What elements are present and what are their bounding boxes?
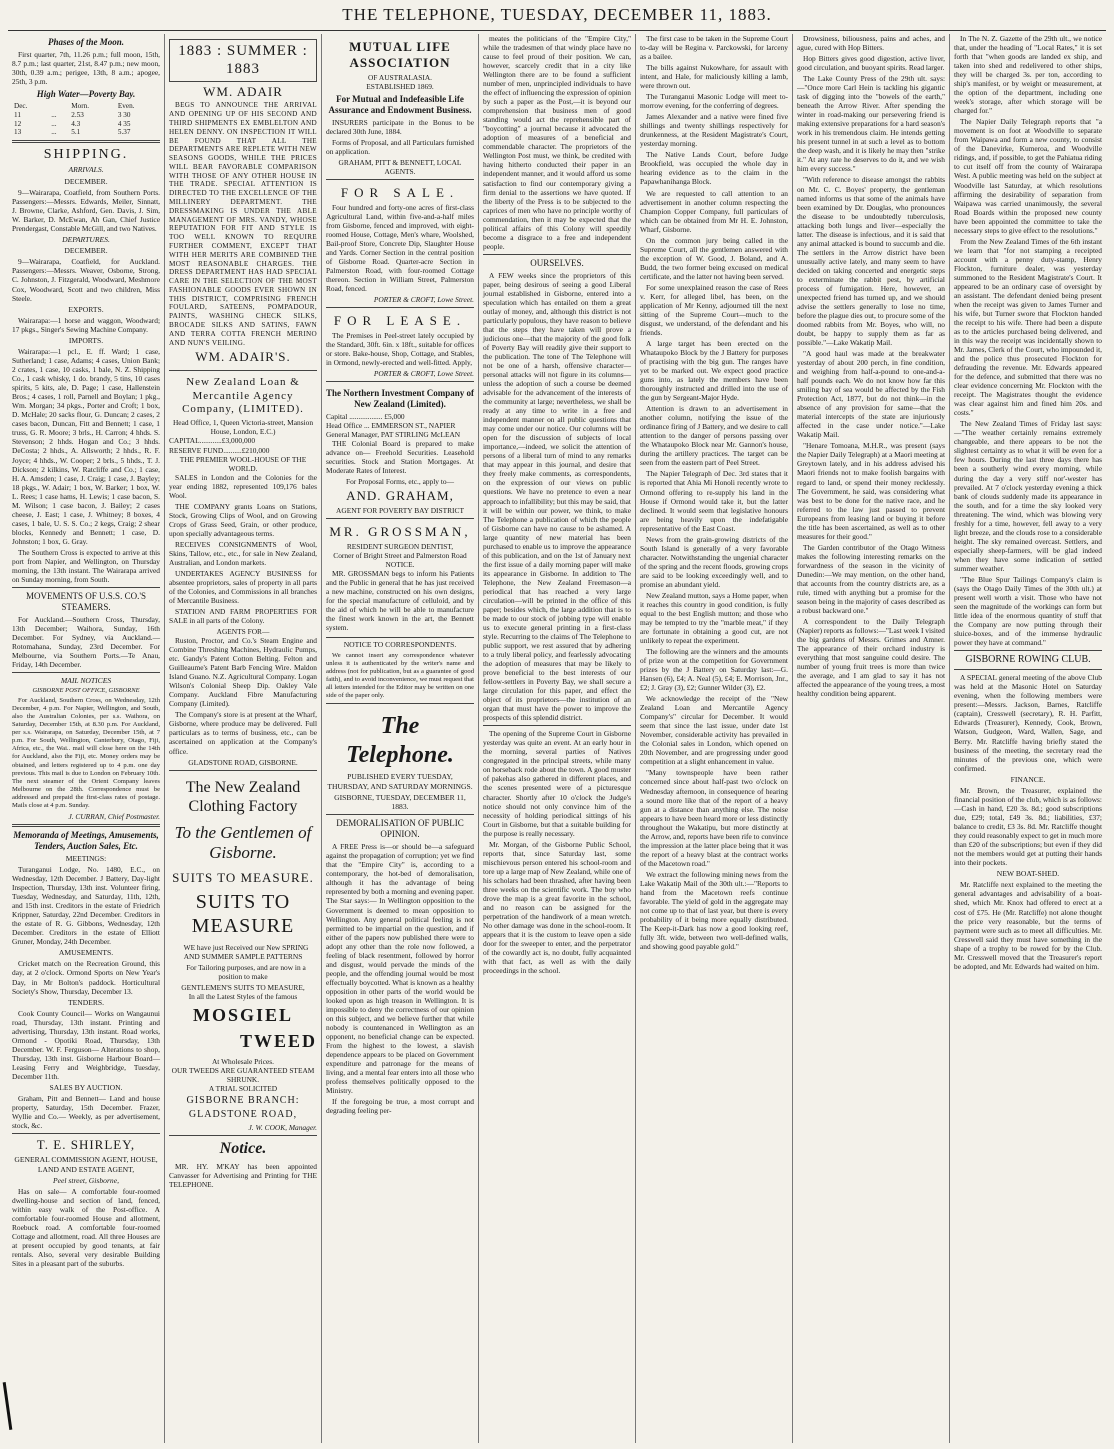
- news-item: Hop Bitters gives good digestion, active liver, good circulation, and buoyant spirits. Read larger.: [797, 54, 945, 73]
- news-item: "Henare Tomoana, M.H.R., was present (says the Napier Daily Telegraph) at a Maori meeting at Greytown lately, and in his address advised his Maori friends not to make foolish bargains with regard to land, or spend their money recklessly. The Government, he said, was considering what was best to be done for the native race, and he referred to the law just passed to prevent Europeans from leasing land or buying it before the title has been ascertained, as well as to other measures for their good.": [797, 441, 945, 541]
- usscos-heading: MOVEMENTS OF U.S.S. CO.'S STEAMERS.: [26, 590, 146, 612]
- demoralisation-heading: DEMORALISATION OF PUBLIC OPINION.: [336, 818, 464, 840]
- lease-text: The Premises in Peel-street lately occupied by the Standard, 30ft. 6in. x 18ft., suitable for offices or store. Bake-house, Shop, Cottage, and Stables, in Ormond, newly-erected and well-fitted. Apply,: [326, 330, 474, 368]
- divider: [483, 254, 631, 255]
- amusements-text: Cricket match on the Recreation Ground, this day, at 2 o'clock. Ormond Sports on New Year's Day, in Mr Bolton's paddock. Horticultural Society's Show, Thursday, December 13.: [12, 959, 160, 996]
- shirley-text: Has on sale— A comfortable four-roomed dwelling-house and section of land, fenced, within easy walk of the Post-office. A comfortable four-roomed House and allotment, Roebuck road. A comfortable four-roomed Cottage and allotment, road. All three Houses are at present occupied by good tenants, at fair rentals. Also, several very desirable Building Sites in a pleasant part of the suburbs.: [12, 1187, 160, 1269]
- news-item: A large target has been erected on the Whataupoko Block by the J Battery for purposes of practising with the big gun. The ranges have yet to be marked out. We expect good practice guns into, as lately the members have been thoroughly instructed and drilled into the use of the gun by Sergeant-Major Hyde.: [640, 339, 788, 403]
- mail-heading: MAIL NOTICES: [60, 676, 112, 686]
- column-5: [636, 34, 793, 1443]
- for-sale-heading: FOR SALE.: [340, 184, 460, 200]
- tide-cell: 11: [14, 110, 21, 119]
- arrivals-text: 9—Wairarapa, Coatfield, from Southern Ports. Passengers:—Messrs. Edwards, Meiler, Sinnatt, J. Browne, Clarke, Ashford, Gen. Davis, J. Sim, W. Barker, D. McEwan, Ah Gan, Chief Justice Prendergast, Constable McGill, and two Natives.: [12, 187, 160, 233]
- lease-agents: PORTER & CROFT, Lowe Street.: [373, 369, 474, 379]
- mutual-forms: Forms of Proposal, and all Particulars furnished on application.: [326, 137, 474, 156]
- tide-cell: ...: [51, 128, 57, 137]
- news-item: The Lake County Press of the 29th ult. says:—"Once more Carl Hein is tackling his gigantic task of digging into the "bowels of the earth," beneath the Arrow River. After spending the winter in road-making our persevering friend is making extensive preparations for a hard season's work in his tremendous claim. He intends getting his present tunnel in at such a level as to bottom the deep wash, and it is likely he may then "strike it." At any rate he deserves to do it, and we wish him every success.": [797, 74, 945, 174]
- northern-office: Head Office ... EMMERSON ST., NAPIER: [326, 421, 456, 431]
- table-row: [12, 128, 160, 137]
- tide-cell: 13: [14, 128, 22, 137]
- news-item: We are requested to call attention to an advertisement in another column respecting the Champion Copper Company, full particulars of which can be obtained from Mr H. E. Johnston, Wharf, Gisborne.: [640, 188, 788, 234]
- tide-cell: 5.1: [71, 128, 81, 137]
- tide-cell: 2.53: [71, 110, 84, 119]
- suits-text: WE have just Received our New SPRING AND SUMMER SAMPLE PATTERNS: [183, 942, 309, 961]
- imports-text: Wairarapa:—1 pcl., E. ff. Ward; 1 case, Sutherland; 1 case, Adams; 4 cases, Union Bank; 2 crates, 1 case, 10 casks, 1 bale, N. Z. Shipping Co., 1 cask whisky, 1 do. brandy, 5 tins, 10 cases spirits, 5 kits, ale, D. Page; 1 case, Hallenstein Bros.; 4 cases, 1 roll, Parnell and Boylan; 1 pkg., Wm. Morgan; 34 pkgs., Porter and Croft; 1 box, D. McHale; 20 sacks flour, G. Duncan; 2 cases, 2 cases bacon, Duncan, Fitt and Bennett; 1 case, 1 truss, G. R. Moore; 3 brls., H. Carron; 4 hhds. S. Stevenson; 2 hhds. Hogan and Co.; 3 hhds. DeCosta; 2 hhds., A. Allsworth; 2 hhds., R. F. Joyce; 4 hhds., W. Cooper; 2 brls., 5 hhds., T. J. Dickson; 2 kilkins, W. Ratcliffe and Co.; 1 case, H. A. Amsden; 1 case, J. Craig; 1 case, J. Bayley; 18 pkgs., W. Adair; 1 box, W. Barker; 1 box, W. L. Rees; 1 case hams, H. Lewis; 1 case bacon, S. M. Wilson; 1 case bacon, J. Bailey; 2 cases cheese, J. East; 1 case, J. Whitney; 8 boxes, 4 cases, 1 bale, U. S. S. Co.; 2 kegs, Craig; 2 shear blocks, Kennedy and Bennett; 1 case, D. Johnston; 1 box, G. Gray.: [12, 347, 160, 546]
- columns: [8, 34, 1106, 1443]
- tide-cell: 4 35: [117, 119, 131, 128]
- news-item: A correspondent to the Daily Telegraph (Napier) reports as follows:—"Last week I visited the big gardens of Messrs. Grimes and Amner. The appearance of their orchard industry is everything that most sanguine could desire. The number of young fruit trees is more than twice the average, and I am glad to say it has not affected the appearance of the young trees, a most healthy condition being apparent.: [797, 616, 945, 699]
- agents-text: Ruston, Proctor, and Co.'s Steam Engine and Combine Threshing Machines, Hydraulic Pumps, etc. Gandy's Patent Cotton Belting. Felton and Guilleaume's Patent Barb Fencing Wire. Maldon Island Guano. N.Z. Agricultural Company. Logan Wilson's Colonial Sheep Dip. Oakley Vale Company. Auckland Fibre Manufacturing Company (Limited).: [169, 636, 317, 709]
- divider: [12, 140, 160, 143]
- mail-signature: J. CURRAN, Chief Postmaster.: [68, 811, 160, 821]
- news-item: New Zealand mutton, says a Home paper, when it reaches this country in good condition, is fully equal to the best English mutton; and those who may be tempted to try the "marble meat," if they are fortunate in obtaining a good cut, are not unlikely to repeat the experiment.: [640, 590, 788, 645]
- adair-advert: [169, 34, 317, 371]
- boat-shed-heading: NEW BOAT-SHED.: [996, 869, 1060, 879]
- lease-advert: [326, 308, 474, 382]
- rowing-heading: GISBORNE ROWING CLUB.: [965, 654, 1091, 666]
- table-row: [12, 120, 160, 129]
- news-item: "A good haul was made at the breakwater yesterday of about 200 perch, in fine condition, and weighing from half-a-pound to one-and-a-half pounds each. We do not know how far this smiling bay of sea would be affected by the Fish Protection Act, 1877, but do not think—in the absence of any provision for same—that the material intercepts of the state are injuriously affected in the case under notice."—Lake Wakatip Mail.: [797, 349, 945, 440]
- arrivals-date: DECEMBER.: [64, 176, 108, 186]
- loan-capital: CAPITAL............£3,000,000: [169, 436, 256, 446]
- table-row: [12, 102, 160, 111]
- mutual-subheading: OF AUSTRALASIA.: [367, 72, 433, 82]
- news-item: For some unexplained reason the case of Rees v. Kerr, for alleged libel, has been, on the application of Mr Kenny, adjourned till the next sitting of the Supreme Court—much to the disgust, we understand, of the defendant and his friends.: [640, 282, 788, 337]
- dateline: GISBORNE, TUESDAY, DECEMBER 11, 1883.: [334, 792, 466, 812]
- tide-col-blank: [49, 102, 69, 111]
- news-item: From the New Zealand Times of the 6th instant we learn that "for not stamping a receipted account with a penny duty-stamp, Henry Flockton, furniture dealer, was yesterday summoned to the Resident Magistrate's Court. It appeared to be an ordinary case of oversight by an assistant. The defendant denied being present when the receipt was given to James Turner and his wife, but Turner swore that Flockton handed the receipt to his wife. There had been a dispute as to the articles purchased being delivered, and in this way the receipt was incidentally shown to Mr. James, Clerk of the Court, who impounded it, and the police thus prosecuted Flockton for defrauding the revenue. Mr. Edwards appeared for the defence, and submitted that there was no clear evidence concerning Mr. Flockton with the receipt. The Magistrates thought the evidence was clear against him and fined him 20s. and costs.": [954, 236, 1102, 418]
- grossman-heading: MR. GROSSMAN,: [329, 524, 471, 540]
- news-item: James Alexander and a native were fined five shillings and twenty shillings respectively for drunkenness, at the Resident Magistrate's Court, yesterday morning.: [640, 112, 788, 149]
- tweed-heading: TWEED: [239, 1030, 317, 1051]
- finance-heading: FINANCE.: [1010, 774, 1046, 784]
- news-item: Drowsiness, biliousness, pains and aches, and ague, cured with Hop Bitters.: [797, 34, 945, 53]
- exports-text: Wairarapa:—1 horse and waggon, Woodward; 17 pkgs., Singer's Sewing Machine Company.: [12, 315, 160, 334]
- guaranteed-text: OUR TWEEDS ARE GUARANTEED STEAM SHRUNK.: [171, 1065, 315, 1084]
- mutual-established: ESTABLISHED 1869.: [366, 81, 434, 91]
- sale-agents: PORTER & CROFT, Lowe Street.: [373, 295, 474, 305]
- shirley-subheading: GENERAL COMMISSION AGENT, HOUSE, LAND AND ESTATE AGENT,: [14, 1155, 158, 1174]
- departures-heading: DEPARTURES.: [62, 234, 110, 244]
- gents-text: GENTLEMEN'S SUITS TO MEASURE,: [181, 982, 305, 992]
- gladstone-text: GLADSTONE ROAD,: [188, 1109, 298, 1121]
- tide-cell: 12: [14, 119, 22, 128]
- dentist-text: RESIDENT SURGEON DENTIST,: [346, 542, 454, 552]
- proposal-text: For Proposal Forms, etc., apply to—: [346, 477, 454, 487]
- divider: [326, 703, 474, 704]
- news-item: In The N. Z. Gazette of the 29th ult., we notice that, under the heading of "Local Rates," it is set forth that "when goods are landed ex ship, and taken into shed and redelivered to other ships, they will be charged 3s. per ton, according to ship's manifest, or by weight or measurement, at the option of the department, including one week's storage, after which storage will be charged for.": [954, 34, 1102, 116]
- news-item: The following are the winners and the amounts of prize won at the competition for Government prizes by the J Battery on Saturday last:—G. Hansen (6), £4; A. Neal (5), £4; E. Morrison, Jnr., £2; J. Gray (3), £2; Gunner Wilder (3), £2.: [640, 647, 788, 693]
- news-item: The Native Lands Court, before Judge Brookfield, was occupied the whole day in hearing evidence as to the claim in the Papawhanihanga Block.: [640, 150, 788, 187]
- divider: [954, 650, 1102, 651]
- trial-text: A TRIAL SOLICITED: [208, 1083, 278, 1093]
- exports-heading: EXPORTS.: [68, 304, 104, 314]
- agent-note: The Company's store is at present at the Wharf, Gisborne, where produce may be delivered. Full particulars as to terms of business, etc., can be ascertained on application at the Company's office.: [169, 710, 317, 756]
- loan-heading: New Zealand Loan & Mercantile Agency Company, (LIMITED).: [182, 376, 304, 415]
- mutual-agents: GRAHAM, PITT & BENNETT, LOCAL AGENTS.: [338, 157, 462, 176]
- tide-heading: High Water—Poverty Bay.: [36, 89, 136, 100]
- tide-col-morn: Morn.: [71, 102, 90, 111]
- finance-text: Mr. Brown, the Treasurer, explained the financial position of the club, which is as follows:—Cash in hand, £20 3s. 8d.; good subscriptions due, £29; total, £49 3s. 8d.; liabilities, £37; balance to credit, £3 3s. 8d. Mr. Ratcliffe thought they could reasonably expect to get in much more than £20 of the subscriptions; but even if they did not the members would get at putting their hands into their pockets.: [954, 785, 1102, 868]
- northern-manager: General Manager, PAT STIRLING McLEAN: [326, 430, 461, 440]
- tide-cell: 5.37: [117, 128, 131, 137]
- departures-text: 9—Wairarapa, Coatfield, for Auckland. Passengers:—Messrs. Weaver, Osborne, Strong, C. Johnston, J. Fitzgerald, Woodward, Meshmore Cox, Woodward, Scott and two children, Miss Steele.: [12, 257, 160, 303]
- divider: [12, 824, 160, 827]
- adair-text: BEGS TO ANNOUNCE THE ARRIVAL AND OPENING UP OF HIS SECOND AND THIRD SHIPMENTS EX EMBLELTON AND HELEN DENNY. ON INSPECTION IT WILL BE FOUND THAT ALL THE DEPARTMENTS ARE REPLETE WITH NEW SEASONS GOODS, WHILE THE PRICES WILL BEAR FAVORABLE COMPARISON WITH THOSE OF ANY OTHER HOUSE IN THE TRADE. SPECIAL ATTENTION IS DIRECTED TO THE EXCELLENCE OF THE MILLINERY DEPARTMENT. THE DRESSMAKING IS UNDER THE ABLE MANAGEMENT OF MRS. VANDY, WHOSE REPUTATION FOR FIT AND STYLE IS TOO WELL KNOWN TO REQUIRE FURTHER COMMENT, EXCEPT THAT WITH HER MERITS ARE COMBINED THE MOST REASONABLE CHARGES. THE DRESS DEPARTMENT HAS HAD SPECIAL CARE IN THE SELECTION OF THE MOST FASHIONABLE GOODS EVER SHOWN IN THIS DISTRICT, COMPRISING FRENCH FOULARD, SATEENS, POMPADOUR, PAINTS, WASHING CHECK SILKS, BROCADE SILKS AND SATINS, FAWN AND TERRA COTTA FRENCH MERINO AND NUN'S VEILING.: [169, 101, 317, 347]
- correspondents-heading: NOTICE TO CORRESPONDENTS.: [343, 640, 457, 650]
- news-item: News from the grain-growing districts of the South Island is generally of a very favorable character. Notwithstanding the ungenial character of the spring and the recent floods, growing crops are said to be looking exceedingly well, and to promise an abundant yield.: [640, 534, 788, 589]
- styles-text: In all the Latest Styles of the famous: [188, 991, 298, 1001]
- graham-heading: AND. GRAHAM,: [346, 488, 454, 504]
- telephone-masthead: The Telephone.: [346, 712, 454, 769]
- clothing-advert: [169, 771, 317, 1137]
- news-item: On the common jury being called in the Supreme Court, all the gentlemen answered with the exception of W. Good, J. Boland, and A. Budd, the two former being excused on medical certificate, and the latter not having been served.: [640, 235, 788, 281]
- divider: [954, 669, 1102, 670]
- northern-heading: The Northern Investment Company of New Zealand (Limited).: [326, 388, 474, 410]
- column-3: [322, 34, 479, 1443]
- column-4: [479, 34, 636, 1443]
- mutual-business: For Mutual and Indefeasible Life Assurance and Endowment Business.: [328, 93, 472, 115]
- grossman-advert: [326, 519, 474, 638]
- demoralisation-text: A FREE Press is—or should be—a safeguard against the propagation of corruption; yet we find that the "Empire City" is, according to a contemporary, the hot-bed of demoralisation, although it has the advantage of being represented by both a morning and evening paper. The Star says:— In Wellington opposition to the Government is deemed to mean opposition to Wellington. Any general political feeling is not permitted to be impartial on the question, and if either of the papers now published there were to adopt any other than the role now followed, a feeling of black resentment, followed by horror and disgust, would pervade the minds of the people, and the offending journal would be most effectually boycotted. What is known as a healthy opposition in other parts of the world would be looked upon as high treason in Wellington. It is impossible to deny the correctness of our opinion on this subject, and we believe further that while nobody is countenanced in Wellington as an opponent, no beneficial change can be expected. From the highest to the lowest, a slavish dependence appears to be placed on Government expenditure and patronage for the means of living, and a mental fear enters into all those who profess themselves politically opposed to the Ministry.: [326, 842, 474, 1096]
- news-item: We acknowledge the receipt of the "New Zealand Loan and Mercantile Agency Company's" circular for December. It would seem that since the last issue, under date 1st November, considerable activity has prevailed in the Colonial sales in London, which opened on 20th November, and are progressing under good competition at a slight enhancement in value.: [640, 694, 788, 767]
- premier-heading: THE PREMIER WOOL-HOUSE OF THE WORLD.: [179, 454, 307, 473]
- agents-heading: AGENTS FOR—: [216, 627, 270, 637]
- news-item: The Garden contributor of the Otago Witness makes the following interesting remarks on the forwardness of the season in the vicinity of Dunedin:—We may mention, on the other hand, that accounts from the country districts are, as a rule, timed with anything but a promise for the season being in the majority of cases described as a robust backward one.": [797, 542, 945, 615]
- northern-capital: Capital .................. £5,000: [326, 412, 405, 422]
- page-masthead: THE TELEPHONE, TUESDAY, DECEMBER 11, 1883.: [8, 0, 1106, 31]
- adair-name: WM. ADAIR: [203, 83, 283, 99]
- news-item: The Turanganui Masonic Lodge will meet to-morrow evening, for the conferring of degrees.: [640, 92, 788, 111]
- demoralisation-text-2: If the foregoing be true, a most corrupt and degrading feeling per-: [326, 1097, 474, 1116]
- gentlemen-heading: To the Gentlemen of Gisborne.: [174, 822, 312, 863]
- usscos-text: For Auckland.—Southern Cross, Thursday, 13th December; Waihora, Sunday, 16th December. For Sydney, via Auckland.—Rotomahana, Sunday, 23rd December. For Melbourne, via Southern Ports.—Te Anau, Friday, 14th December.: [12, 614, 160, 670]
- news-item: The Napier Daily Telegraph reports that "a movement is on foot at Woodville to separate from Waipawa and form a new county, to consist of the Danevirke, Kumeroa, and Woodville ridings, and, if possible, to get the Pahiatua riding to cut itself off from the county of Wairarapa West. A public meeting was held on the subject at Woodville last Saturday, at which resolutions affirming the desirability of separation from Waipawa was carried unanimously, the several Road Boards within the proposed new county have been appointed the committee to take the necessary steps to give effect to the resolutions.": [954, 117, 1102, 235]
- mail-text: For Auckland, Southern Cross, on Wednesday, 12th December, 4 p.m. For Napier, Wellington, and South, also the Australian Colonies, per s.s. Waihora, on Saturday, December 15th, at 8.30 p.m. For Auckland, per s.s. Wairarapa, on Saturday, December 15th, at 7 p.m. For South, Wellington, Canterbury, Otago, Fiji, Africa, etc., the Wai.. mail will close here on the 14th for Auckland, also the Fiji, etc. Money orders may be obtained, and letters registered up to 4 p.m. one day previous. This mail is due to London on February 10th. The next steamer of the Orient Company leaves Melbourne on the 28th. Correspondence must be addressed and prepaid the first-class rates of postage. Mails close at 4 p.m. Sunday.: [12, 697, 160, 809]
- meetings-heading: MEETINGS:: [65, 853, 107, 863]
- sale-text: Four hundred and forty-one acres of first-class Agricultural Land, within five-and-a-half miles from Gisborne, fenced and improved, with eight-roomed House, Cottage, Men's whare, Woolshed, Bail-proof Store, Concrete Dip, Slaughter House and Yards. Corner Section in the central position of Gisborne Road. Quarter-acre Section in Palmerston Road, with four-roomed Cottage thereon. Section in William Street, Palmerston Road, fenced.: [326, 202, 474, 294]
- branch-heading: GISBORNE BRANCH:: [186, 1094, 300, 1106]
- summer-banner: 1883 : SUMMER : 1883: [169, 39, 317, 82]
- divider: [483, 725, 631, 726]
- for-lease-heading: FOR LEASE.: [333, 313, 467, 329]
- suits-heading: SUITS TO MEASURE.: [172, 870, 314, 886]
- tide-cell: ...: [51, 119, 57, 128]
- undertake-text: UNDERTAKES AGENCY BUSINESS for absentee proprietors, sales of property in all parts of the Colonies, and Commissions in all branches of Mercantile Business.: [169, 568, 317, 605]
- tide-table: [12, 102, 160, 137]
- loan-office: Head Office, 1, Queen Victoria-street, Mansion House, London, E.C.): [172, 418, 314, 437]
- corner-text: Corner of Bright Street and Palmerston Road: [333, 551, 467, 561]
- news-item: Attention is drawn to an advertisement in another column, notifying the issue of the ordinance firing of J Battery, and we desire to call attention to the danger of persons passing over the Whataupoko Block near Mr. Gannon's house, during the artillery practices. The target can be seen from the eastern part of Peel Street.: [640, 404, 788, 468]
- ourselves-text: A FEW weeks since the proprietors of this paper, being desirous of seeing a good Liberal journal established in Gisborne, entered into a speculation which has entailed on them a great outlay of money, and, although this district is not particularly populous, they have reason to believe that the steps they have taken will prove a judicious one—that the majority of the good folk of Poverty Bay will readily give their support to the publication. The tone of The Telephone will not be one of a harsh, offensive character—personal attacks will not figure in its columns—unless the adoption of such a course be deemed advisable for the advancement of the interests of the community at large; nevertheless, we shall be ready at any time to write in a free and independent manner on all public questions that may come under our notice. Our columns will be open for the discussion of subjects of local importance,—indeed, we solicit the attention of persons of a liberal turn of mind to any remarks that may appear in this journal, and desire that they freely make comments, as correspondents, on the expression of our views on public questions. We have no pretence to even a near approach to infallibility; but this may be said, that it will be within our power, we think, to make The Telephone a publication of which the people of Gisborne can have no cause to be ashamed. A large quantity of new material has been purchased to enable us to improve the appearance of this publication, and on the 1st of January next the first issue of a daily morning paper will make its appearance in Gisborne. In addition to The Telephone, the New Zealand Freemason—a periodical that has reached a very large circulation—will be printed in the office of this paper; besides which, the large addition that is to be made to our stock of jobbing type will enable us to execute general printing in a first-class style. Recurring to the claims of The Telephone to public support, we rest assured that by adhering to a truly liberal policy, and fearlessly advocating the adoption of measures that may be likely to prove beneficial to the best interests of our fellow-settlers in Poverty Bay, we shall secure a large circulation for this paper, and effect the object of its proprietors—the institution of an organ that must have the power to improve the prospects of this splendid district.: [483, 270, 632, 723]
- news-item: The bills against Nukowhare, for assault with intent, and Hale, for maliciously killing a lamb, were thrown out.: [640, 63, 788, 91]
- agent-signature: GLADSTONE ROAD, GISBORNE.: [188, 757, 298, 767]
- news-item: The first case to be taken in the Supreme Court to-day will be Regina v. Parckowski, for larceny as a bailee.: [640, 34, 788, 62]
- sales-text: Graham, Pitt and Bennett— Land and house property, Saturday, 15th December. Frazer, Wyllie and Co.— Weekly, as per advertisement, stock, &c.: [12, 1094, 160, 1131]
- divider: [12, 672, 160, 673]
- mail-subheading: GISBORNE POST OFFICE, GISBORNE: [32, 687, 140, 695]
- amusements-heading: AMUSEMENTS.: [58, 948, 114, 958]
- column-6: [793, 34, 950, 1443]
- adair-signature: WM. ADAIR'S.: [195, 349, 291, 365]
- sale-advert: [326, 180, 474, 308]
- tide-cell: 3 30: [117, 110, 131, 119]
- divider: [326, 814, 474, 815]
- northern-advert: [326, 382, 474, 519]
- column-7: [950, 34, 1106, 1443]
- memoranda-heading: Memoranda of Meetings, Amusements, Tenders, Auction Sales, Etc.: [13, 829, 159, 851]
- mosgiel-heading: MOSGIEL: [192, 1004, 294, 1025]
- station-text: STATION AND FARM PROPERTIES FOR SALE in all parts of the Colony.: [169, 607, 317, 626]
- tide-cell: ...: [51, 110, 57, 119]
- mutual-heading: MUTUAL LIFE ASSOCIATION: [349, 39, 451, 70]
- meetings-text: Turanganui Lodge, No. 1480, E.C., on Wednesday, 12th December. J Battery, Day-light Inspection, Thursday, 13th inst. Volunteer firing, Tuesday, Wednesday, and Saturday, 11th, 12th, and 15th inst. Creditors in the estate of Friedrich Krippner, Saturday, 22nd December. Creditors in the estate of R. G. Gibbons, Wednesday, 12th December. Creditors in the estate of Elliott Gruner, Monday, 24th December.: [12, 864, 160, 947]
- ourselves-heading: OURSELVES.: [530, 257, 584, 268]
- tenders-text: Cook County Council— Works on Wangaunui road, Thursday, 13th instant. Printing and advertising, Thursday, 13th instant. Road works, Ormond - Opotiki Road, Thursday, 13th December. W. F. Ferguson— Alterations to shop, Thursday, 13th inst. Gisborne Harbour Board— Leasing Ferry and Weighbridge, Tuesday, December 11th.: [12, 1008, 160, 1082]
- notice-heading: Notice.: [219, 1140, 267, 1158]
- tide-col-dec: Dec.: [14, 102, 28, 111]
- loan-reserve: RESERVE FUND..........£210,000: [169, 445, 270, 455]
- notice-heading: NOTICE.: [385, 560, 415, 570]
- shirley-heading: T. E. SHIRLEY,: [36, 1137, 136, 1153]
- wholesale-text: At Wholesale Prices.: [211, 1056, 275, 1066]
- moon-heading: Phases of the Moon.: [47, 37, 124, 47]
- consign-text: RECEIVES CONSIGNMENTS of Wool, Skins, Tallow, etc., etc., for sale in New Zealand, Australian, and London markets.: [169, 539, 317, 567]
- departures-date: DECEMBER.: [64, 246, 108, 256]
- manager-text: J. W. COOK, Manager.: [248, 1123, 317, 1133]
- tide-col-even: Even.: [117, 102, 135, 111]
- news-item: The New Zealand Times of Friday last says:—"The weather certainly remains extremely changeable, and there appears to be not the slightest certainty as to what it will be even for a few hours. During the last three days there has been a southerly wind every morning, while during the day a very stiff nor'-wester has prevailed. At 7 o'clock yesterday evening a thick bank of clouds suddenly made its appearance in the south, and for a time the sky looked very threatening. The wind, which was blowing very freshly for a time, however, fell away to a very light breeze, and the clouds rose to a considerable height. The sky remained overcast. Settlers, and especially sheep-farmers, will be glad indeed when they have some indication of settled summer weather.: [954, 419, 1102, 573]
- correspondents-text: We cannot insert any correspondence whatever unless it is authenticated by the writer's name and address (not for publication, but as a guarantee of good faith), and to avoid inconvenience, we must request that all letters intended for the Editor may be written on one side of the paper only.: [326, 651, 474, 699]
- tenders-heading: TENDERS.: [67, 997, 105, 1007]
- article-text: The opening of the Supreme Court in Gisborne yesterday was quite an event. At an early hour in the morning, several parties of Natives congregated in the principal streets, while many on horseback rode about the town. A good muster of pakehas also gathered in different places, and the scenes presented were of a picturesque character. Shortly after 10 o'clock the Judge's notice should not only convince him of the necessity of holding periodical sittings of his Court in Gisborne, but that a suitable building for the purpose is really necessary.: [483, 729, 631, 838]
- news-item: We extract the following mining news from the Lake Wakatip Mail of the 30th ult.:—"Reports to hand from the Macetown reefs continue favorable. The yield of gold in the aggregate may not come up to that of last year, but there is every probability of it being more equally distributed. The Keep-it-Dark has now a good looking reef, fully 3ft. wide, between two well-defined walls, and showing good payable gold.": [640, 869, 788, 952]
- news-item: The Napier Telegraph of Dec. 3rd states that it is reported that Ahia Mi Honoli recently wrote to Ormond offering to re-supply his land in the House if Ormond would take it, but the latter declined. It would seem that legislative honours are being heavily upon the indefatigable representative of the East Coast.: [640, 469, 788, 533]
- grants-text: THE COMPANY grants Loans on Stations, Stock, Growing Clips of Wool, and on Growing Crops of Grass Seed, Grain, or other produce, upon specially advantageous terms.: [169, 501, 317, 538]
- boat-shed-text: Mr. Ratcliffe next explained to the meeting the general advantages and advisability of a boat-shed, which Mr. Knox had offered to erect at a cost of £75. He (Mr. Ratcliffe) not alone thought the price very reasonable, but the terms of payment were such as to meet all difficulties. Mr. Cresswell said they must have something in the shape of a trophy to be rowed for by the Club. Mr. Cresswell moved that the Treasurer's report be adopted, and Mr. Edwards had waited on him.: [954, 880, 1102, 971]
- article-text: Mr. Morgan, of the Gisborne Public School, reports that, since Saturday last, some mischievous person entered his school-room and tore up a large map of New Zealand, while one of his scholars had been thrashed, after having been three weeks on the scientific work. The boy who drove the map is a great favorite in the school, and no reason can be assigned for the perpetration of the handiwork of a mean wretch. No other damage was done in the school-room. It appears that it is the custom to leave open a side door for the sweeper to enter, and the perpetrator of the cowardly act is, no doubt, fully acquainted with that fact, as well as with the daily proceedings in the school.: [483, 839, 631, 976]
- premier-text: SALES in London and the Colonies for the year ending 1882, represented 109,176 bales Wool.: [169, 472, 317, 500]
- divider: [12, 587, 160, 588]
- tide-cell: 4.3: [71, 119, 81, 128]
- loan-advert: [169, 371, 317, 770]
- agent-district: AGENT FOR POVERTY BAY DISTRICT: [336, 506, 464, 516]
- divider: [12, 1133, 160, 1134]
- table-row: [12, 111, 160, 120]
- news-item: "The Blue Spur Tailings Company's claim is (says the Otago Daily Times of the 30th ult.) at present well worth a visit. Those who have not seen the magnitude of the workings can form but little idea of the enormous quantity of stuff that the Company are now putting through their sluice-boxes, and of the immense hydraulic power they have at command.": [954, 574, 1102, 648]
- mutual-insurers: INSURERS participate in the Bonus to be declared 30th June, 1884.: [326, 117, 474, 136]
- suits-big-heading: SUITS TO MEASURE: [191, 890, 295, 938]
- rowing-text: A SPECIAL general meeting of the above Club was held at the Masonic Hotel on Saturday evening, when the following members were present:—Messrs. Jackson, Barnes, Ratcliffe (captain), Cresswell (secretary), R. H. Parfitt, Edwards (Treasurer), Kennedy, Cook, Brown, Watson, Gudgeon, Ward, Wallen, Sage, and Berry. Mr. Ratcliffe having briefly stated the business of the meeting, the secretary read the minutes of the previous one, which were confirmed.: [954, 673, 1102, 773]
- tailor-text: For Tailoring purposes, and are now in a position to make: [186, 962, 306, 981]
- northern-text: THE Colonial Board is prepared to make advance on— Freehold Securities. Leasehold securities. Stock and Station Mortgages. At Moderate Rates of Interest.: [326, 439, 474, 476]
- shirley-location: Peel street, Gisborne,: [53, 1175, 119, 1185]
- clothing-heading: The New Zealand Clothing Factory: [185, 778, 301, 816]
- sales-heading: SALES BY AUCTION.: [49, 1083, 123, 1093]
- column-2: [165, 34, 322, 1443]
- news-item: "Many townspeople have been rather concerned since about half-past two o'clock on Wednesday afternoon, in consequence of hearing a sound more like that of the report of a heavy gun at a distance than anything else. The noise appears to have been heard more or less distinctly throughout the Wakatipu, but more distinctly at the Arrow, and, reports have been rife to convince the impression at the latter place being that it was the report of a heavy blast at the contract works of the Macetown road.": [640, 768, 788, 868]
- published-text: PUBLISHED EVERY TUESDAY, THURSDAY, AND SATURDAY MORNINGS.: [327, 772, 473, 791]
- mutual-advert: [326, 34, 474, 180]
- moon-text: First quarter, 7th, 11.26 p.m.; full moon, 15th, 8.7 p.m.; last quarter, 21st, 8.47 p.m.; new moon, 30th, 0.39 a.m.; perigee, 13th, 8 a.m.; apogee, 25th, 3 p.m.: [12, 49, 160, 87]
- grossman-text: MR. GROSSMAN begs to inform his Patients and the Public in general that he has just received a new machine, constructed on his own designs, for the special manufacture of celluloid, and by the aid of which he will be able to manufacture the finest work known in the art, the Bennett system.: [326, 569, 474, 633]
- notice-text: MR. HY. M'KAY has been appointed Canvasser for Advertising and Printing for THE TELEPHONE.: [169, 1161, 317, 1189]
- article-text: meates the politicians of the "Empire City," while the tradesmen of that windy place have no cause to feel proud of their position. We can, however, scarcely credit that in a city like Wellington there are to be found a sufficient number of men, unprincipled individuals to have the effect of influencing the expression of opinion by such a paper as the Post,—it is beyond our comprehension that business men of good standing would act the reprehensible part of "boycotting" a journal because it advocated the adoption of measures of a beneficial and commendable character. The proprietors of the Wellington Post must, we think, be credited with having hitherto conducted their paper in an independent manner, and it would afford us some satisfaction to find our contemporary giving a firm denial to the assertions we have quoted. If the liberty of the Press is to be subjected to the caprices of men who have no principle worthy of commendation, then it may be expected that the political affairs of this Colony will speedily become a disgrace to a free and independent people.: [483, 34, 631, 251]
- imports-heading: IMPORTS.: [68, 335, 104, 345]
- shipping-heading: SHIPPING.: [43, 147, 129, 163]
- arrivals-heading: ARRIVALS.: [68, 165, 104, 175]
- news-item: "With reference to disease amongst the rabbits on Mr. C. C. Boyes' property, the gentleman named informs us that some of the animals have been examined by Dr. Douglas, who pronounces the disease to be undoubtedly tuberculosis, attacking both lungs and liver—especially the latter. The disease is infectious, and it is said that any animal attacked is bound to succumb and die. The settlers in the Arrow district have been unusually active lately, and many seem to have decided on taking concerted and energetic steps to exterminate the rabbit pest, by artificial process of fumigation. Here, however, an unexpected friend has turned up, and we should advise the settlers generally to lose no time, before the plague dies out, to procure some of the doomed rabbits from Mr. Boyes, who will, no doubt, be happy to supply them as far as possible."—Lake Wakatip Mail.: [797, 175, 945, 348]
- column-1: [8, 34, 165, 1443]
- southern-cross-text: The Southern Cross is expected to arrive at this port from Napier, and Wellington, on Thursday morning, the 13th instant. The Wairarapa arrived on Sunday morning, from South.: [12, 547, 160, 584]
